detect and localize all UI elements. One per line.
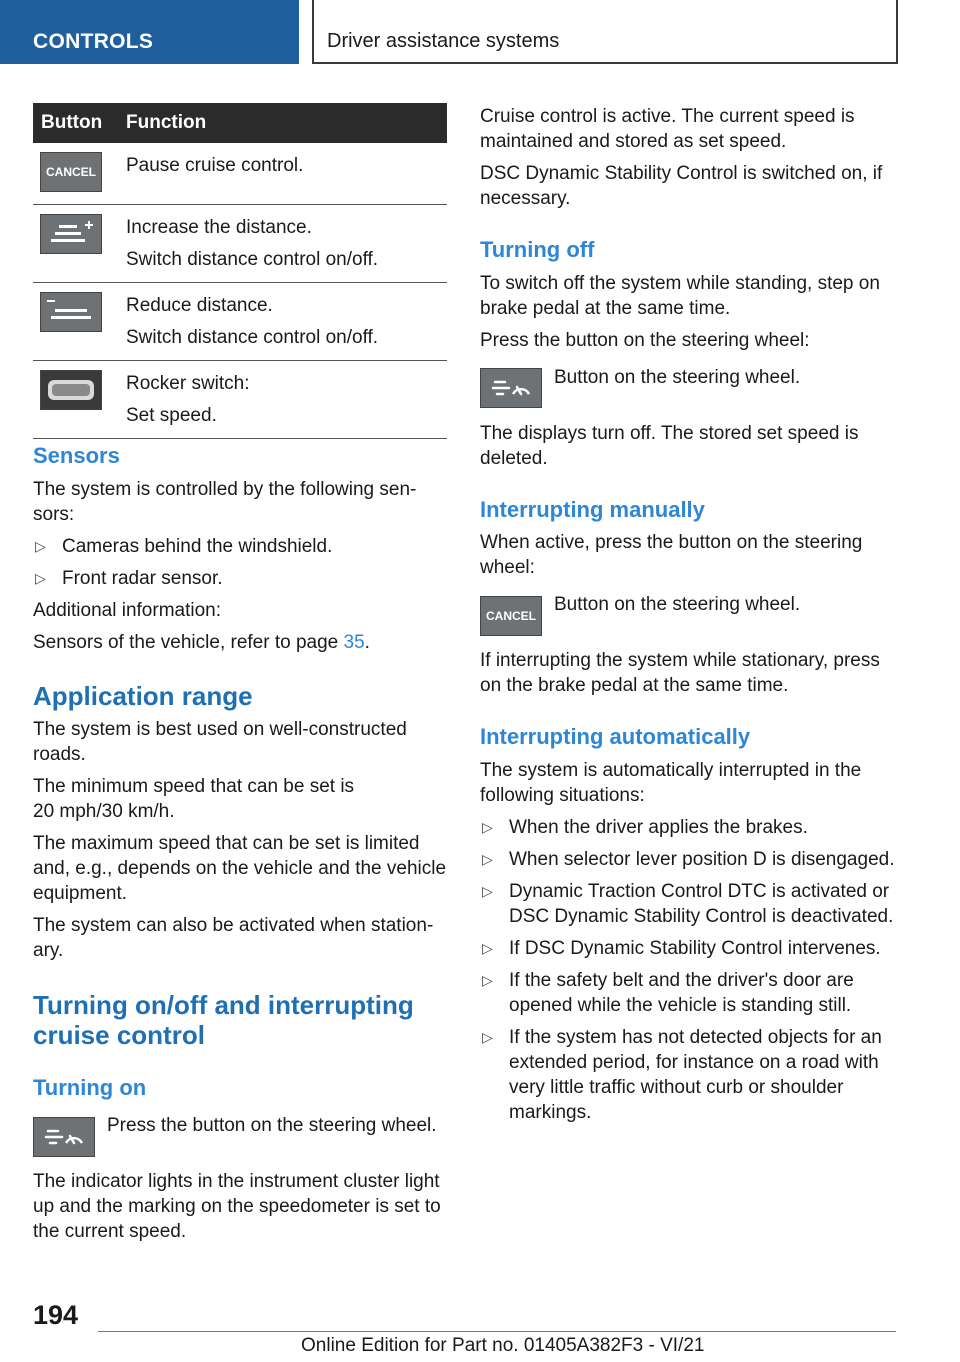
table-row bbox=[33, 143, 447, 205]
turning-off-para-3: The displays turn off. The stored set speed is deleted. bbox=[480, 423, 859, 469]
turning-off-heading: Turning off bbox=[480, 237, 595, 262]
chapter-box bbox=[312, 0, 898, 64]
function-text: Rocker switch: bbox=[126, 373, 250, 394]
turning-heading: Turning on/off and interrupting cruise control bbox=[33, 990, 414, 1050]
table-header-button: Button bbox=[33, 103, 118, 143]
sensors-intro: The system is controlled by the following sensors: bbox=[33, 479, 417, 525]
bullet-triangle-icon: ▷ bbox=[482, 851, 493, 867]
list-item: ▷ When the driver applies the brakes. bbox=[482, 817, 808, 838]
distance-decrease-icon bbox=[40, 292, 102, 332]
interrupting-manually-heading: Interrupting manually bbox=[480, 497, 705, 522]
cancel-button-icon: CANCEL bbox=[480, 596, 542, 636]
bullet-triangle-icon: ▷ bbox=[482, 972, 493, 988]
bullet-triangle-icon: ▷ bbox=[482, 940, 493, 956]
function-text: Reduce distance. bbox=[126, 295, 273, 316]
chapter-title: Driver assistance systems bbox=[327, 30, 560, 52]
turning-on-instruction: Press the button on the steering wheel. bbox=[107, 1115, 437, 1136]
app-para-3: The maximum speed that can be set is limited and, e.g., depends on the vehicle and the vehicle equipment. bbox=[33, 833, 447, 904]
turning-on-para: The indicator lights in the instrument cluster light up and the marking on the speedometer is set to the current speed. bbox=[33, 1171, 441, 1242]
bullet-triangle-icon: ▷ bbox=[482, 883, 493, 899]
turning-off-para-2: Press the button on the steering wheel: bbox=[480, 330, 810, 351]
interrupting-manually-para-2: If interrupting the system while stationary, press on the brake pedal at the same time. bbox=[480, 650, 880, 696]
interrupting-manually-para-1: When active, press the button on the steering wheel: bbox=[480, 532, 863, 578]
table-header-function: Function bbox=[118, 103, 447, 143]
function-text: Switch distance control on/off. bbox=[126, 327, 379, 348]
function-text: Pause cruise control. bbox=[126, 155, 304, 176]
list-item: ▷ When selector lever position D is disengaged. bbox=[482, 849, 895, 870]
edition-text: Online Edition for Part no. 01405A382F3 - VI/21 bbox=[301, 1335, 705, 1356]
function-text: Set speed. bbox=[126, 405, 217, 426]
list-item: ▷ If the system has not detected objects for an extended period, for instance on a road with very little traffic without curb or shoulder markings. bbox=[482, 1027, 882, 1123]
cruise-control-icon bbox=[33, 1117, 95, 1157]
bullet-triangle-icon: ▷ bbox=[35, 570, 46, 586]
table-header-row bbox=[33, 103, 447, 143]
list-item: ▷ Front radar sensor. bbox=[35, 568, 223, 589]
rocker-switch-icon bbox=[40, 370, 102, 410]
list-item: ▷ Cameras behind the windshield. bbox=[35, 536, 333, 557]
table-row bbox=[33, 283, 447, 361]
interrupting-automatically-para: The system is automatically interrupted in the following situations: bbox=[480, 760, 862, 806]
bullet-triangle-icon: ▷ bbox=[35, 538, 46, 554]
turning-off-para-1: To switch off the system while standing, step on brake pedal at the same time. bbox=[480, 273, 880, 319]
app-para-2: The minimum speed that can be set is 20 mph/30 km/h. bbox=[33, 776, 355, 822]
footer-divider bbox=[98, 1331, 896, 1332]
distance-increase-icon bbox=[40, 214, 102, 254]
interrupting-manually-instruction: Button on the steering wheel. bbox=[554, 594, 801, 615]
interrupting-automatically-heading: Interrupting automatically bbox=[480, 724, 751, 749]
cruise-control-icon bbox=[480, 368, 542, 408]
list-item: ▷ If DSC Dynamic Stability Control intervenes. bbox=[482, 938, 881, 959]
cancel-button-icon: CANCEL bbox=[40, 152, 102, 192]
section-title: CONTROLS bbox=[33, 30, 154, 53]
right-para-1: Cruise control is active. The current speed is maintained and stored as set speed. bbox=[480, 106, 855, 152]
table-row bbox=[33, 205, 447, 283]
right-para-2: DSC Dynamic Stability Control is switched on, if necessary. bbox=[480, 163, 883, 209]
list-item: ▷ If the safety belt and the driver's door are opened while the vehicle is standing still. bbox=[482, 970, 854, 1016]
sensors-heading: Sensors bbox=[33, 443, 120, 468]
turning-off-instruction: Button on the steering wheel. bbox=[554, 367, 801, 388]
list-item: ▷ Dynamic Traction Control DTC is activated or DSC Dynamic Stability Control is deactivated. bbox=[482, 881, 894, 927]
bullet-triangle-icon: ▷ bbox=[482, 819, 493, 835]
app-para-1: The system is best used on well-constructed roads. bbox=[33, 719, 407, 765]
turning-on-heading: Turning on bbox=[33, 1075, 147, 1100]
bullet-triangle-icon: ▷ bbox=[482, 1029, 493, 1045]
function-text: Switch distance control on/off. bbox=[126, 249, 379, 270]
page-link-35[interactable]: 35 bbox=[343, 632, 365, 653]
table-row bbox=[33, 361, 447, 439]
page-number: 194 bbox=[33, 1300, 79, 1330]
section-tab bbox=[0, 0, 299, 64]
button-function-table bbox=[33, 103, 447, 439]
additional-info-label: Additional information: bbox=[33, 600, 221, 621]
application-range-heading: Application range bbox=[33, 681, 253, 711]
function-text: Increase the distance. bbox=[126, 217, 312, 238]
app-para-4: The system can also be activated when stationary. bbox=[33, 915, 434, 961]
sensors-reference: Sensors of the vehicle, refer to page 35. bbox=[33, 632, 370, 653]
